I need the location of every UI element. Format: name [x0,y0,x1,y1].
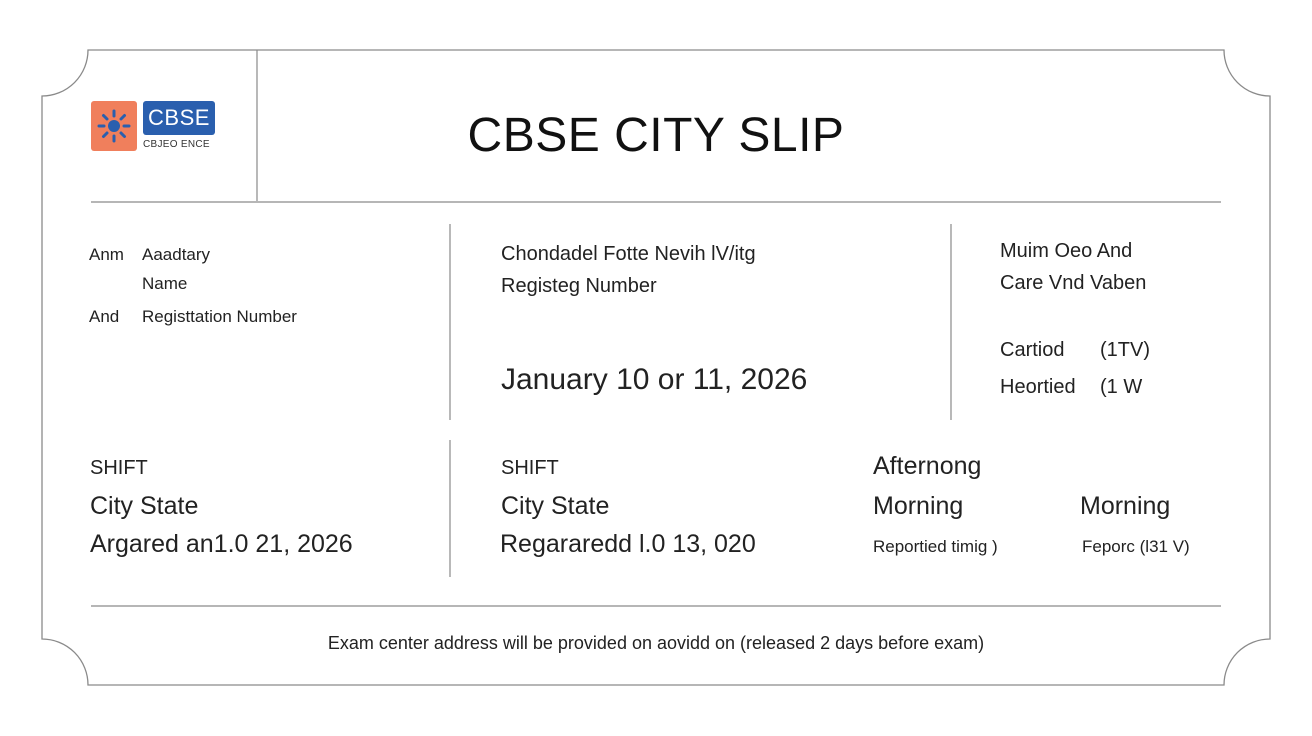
col3-line-4-label: Heortied [1000,376,1076,398]
shift3-session-a: Morning [873,492,964,520]
cbse-logo [91,101,221,157]
logo-badge: CBSE [143,101,215,135]
shift2-date: Regararedd l.0 13, 020 [500,530,756,558]
logo-caption: CBJEO ENCE [143,139,210,150]
col1-label-1b: Name [142,274,188,293]
col1-prefix-1: Anm [89,245,124,264]
col1-prefix-2: And [89,307,120,326]
col1-label-2: Registtation Number [142,307,297,326]
footer-note: Exam center address will be provided on aovidd on (released 2 days before exam) [327,633,985,653]
col3-line-3-label: Cartiod [1000,339,1065,361]
col3-line-1: Muim Oeo And [1000,240,1133,262]
shift2-label: SHIFT [501,457,559,479]
emblem-icon [91,101,137,151]
col3-line-4-value: (1 W [1100,376,1143,398]
col3-line-2: Care Vnd Vaben [1000,272,1147,294]
exam-date: January 10 or 11, 2026 [501,363,808,396]
page-title: CBSE CITY SLIP [467,109,845,162]
shift1-city: City State [90,492,199,520]
col1-label-1: Aaadtary [142,245,211,264]
col3-line-3-value: (1TV) [1100,339,1150,361]
shift1-label: SHIFT [90,457,148,479]
shift3-reporting-b: Feporc (l31 V) [1082,537,1190,556]
shift3-session-top: Afternong [873,452,982,480]
col2-line-1: Chondadel Fotte Nevih lV/itg [501,243,756,265]
shift3-reporting-a: Reportied timig ) [873,537,998,556]
shift1-date: Argared an1.0 21, 2026 [90,530,353,558]
shift2-city: City State [501,492,610,520]
shift3-session-b: Morning [1080,492,1171,520]
col2-line-2: Registeg Number [501,275,657,297]
